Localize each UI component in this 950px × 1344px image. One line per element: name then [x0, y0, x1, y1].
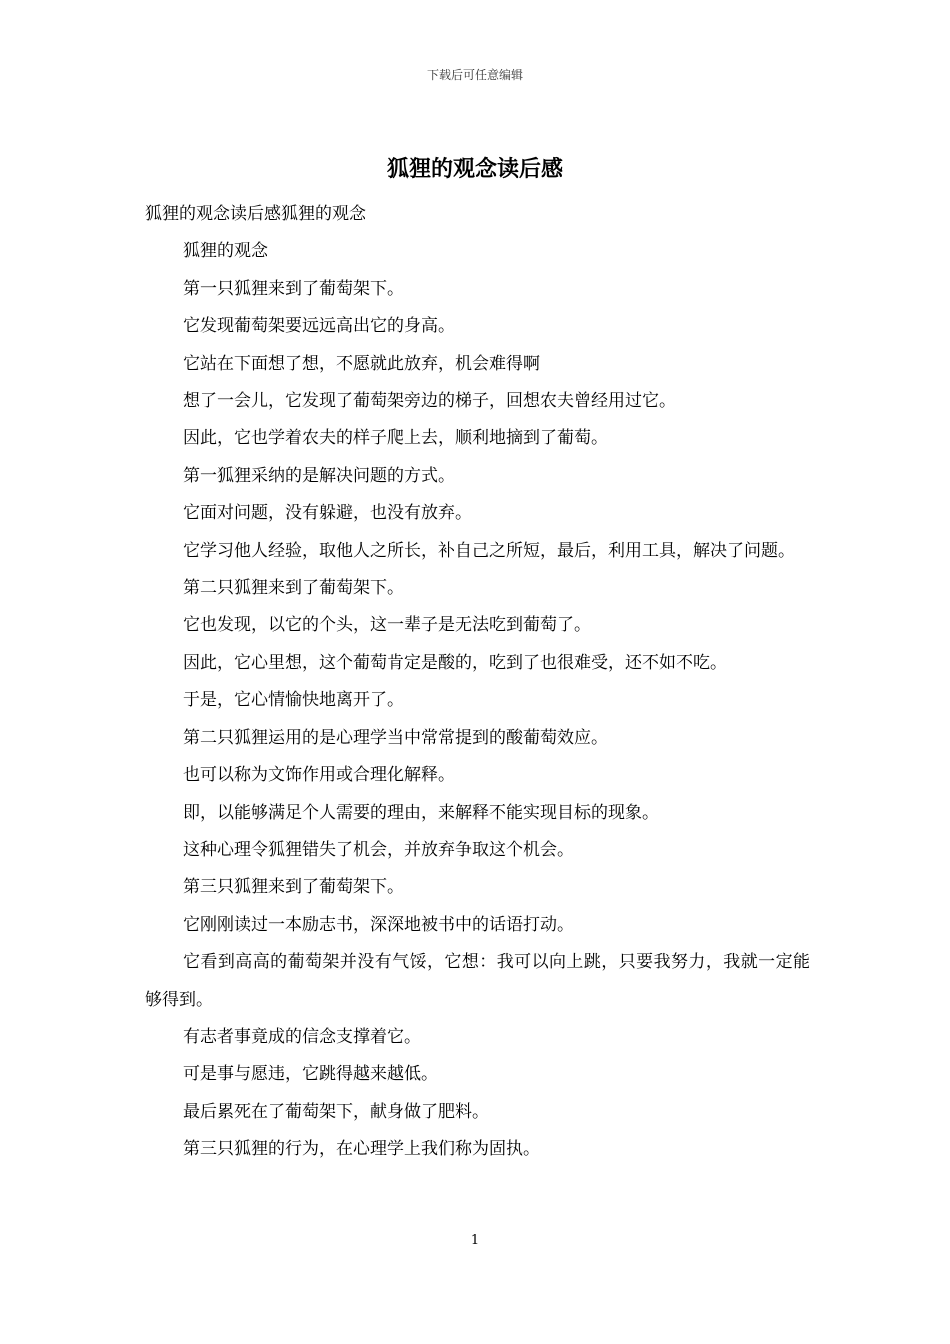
- paragraph: 因此，它也学着农夫的样子爬上去，顺利地摘到了葡萄。: [183, 428, 608, 449]
- paragraph: 它看到高高的葡萄架并没有气馁，它想：我可以向上跳，只要我努力，我就一定能够得到。: [145, 952, 810, 1010]
- paragraph: 第三只狐狸来到了葡萄架下。: [183, 877, 404, 898]
- paragraph: 最后累死在了葡萄架下，献身做了肥料。: [183, 1101, 489, 1122]
- paragraph: 它也发现，以它的个头，这一辈子是无法吃到葡萄了。: [183, 615, 591, 636]
- paragraph: 它发现葡萄架要远远高出它的身高。: [183, 316, 455, 337]
- paragraph: 第一只狐狸来到了葡萄架下。: [183, 278, 404, 299]
- paragraph: 想了一会儿，它发现了葡萄架旁边的梯子，回想农夫曾经用过它。: [183, 391, 676, 412]
- paragraph: 第二只狐狸来到了葡萄架下。: [183, 578, 404, 599]
- paragraph: 也可以称为文饰作用或合理化解释。: [183, 765, 455, 786]
- paragraph: 即，以能够满足个人需要的理由，来解释不能实现目标的现象。: [183, 802, 659, 823]
- paragraph: 第三只狐狸的行为，在心理学上我们称为固执。: [183, 1139, 540, 1160]
- document-title: 狐狸的观念读后感: [386, 156, 563, 182]
- paragraph: 于是，它心情愉快地离开了。: [183, 690, 404, 711]
- paragraph: 它学习他人经验，取他人之所长，补自己之所短，最后，利用工具，解决了问题。: [183, 540, 795, 561]
- document-body: [145, 196, 810, 1169]
- paragraph: 有志者事竟成的信念支撑着它。: [183, 1026, 421, 1047]
- page-number: 1: [470, 1233, 480, 1248]
- paragraph: 第一狐狸采纳的是解决问题的方式。: [183, 465, 455, 486]
- paragraph: 第二只狐狸运用的是心理学当中常常提到的酸葡萄效应。: [183, 727, 608, 748]
- paragraph: 它站在下面想了想，不愿就此放弃，机会难得啊: [183, 353, 540, 374]
- paragraph: 它刚刚读过一本励志书，深深地被书中的话语打动。: [183, 914, 574, 935]
- paragraph: 可是事与愿违，它跳得越来越低。: [183, 1064, 438, 1085]
- paragraph: 这种心理令狐狸错失了机会，并放弃争取这个机会。: [183, 839, 574, 860]
- paragraph: 因此，它心里想，这个葡萄肯定是酸的，吃到了也很难受，还不如不吃。: [183, 652, 727, 673]
- paragraph: 狐狸的观念: [183, 241, 268, 262]
- paragraph: 狐狸的观念读后感狐狸的观念: [145, 204, 366, 224]
- paragraph: 它面对问题，没有躲避，也没有放弃。: [183, 503, 472, 524]
- page-header: 下载后可任意编辑: [426, 68, 523, 82]
